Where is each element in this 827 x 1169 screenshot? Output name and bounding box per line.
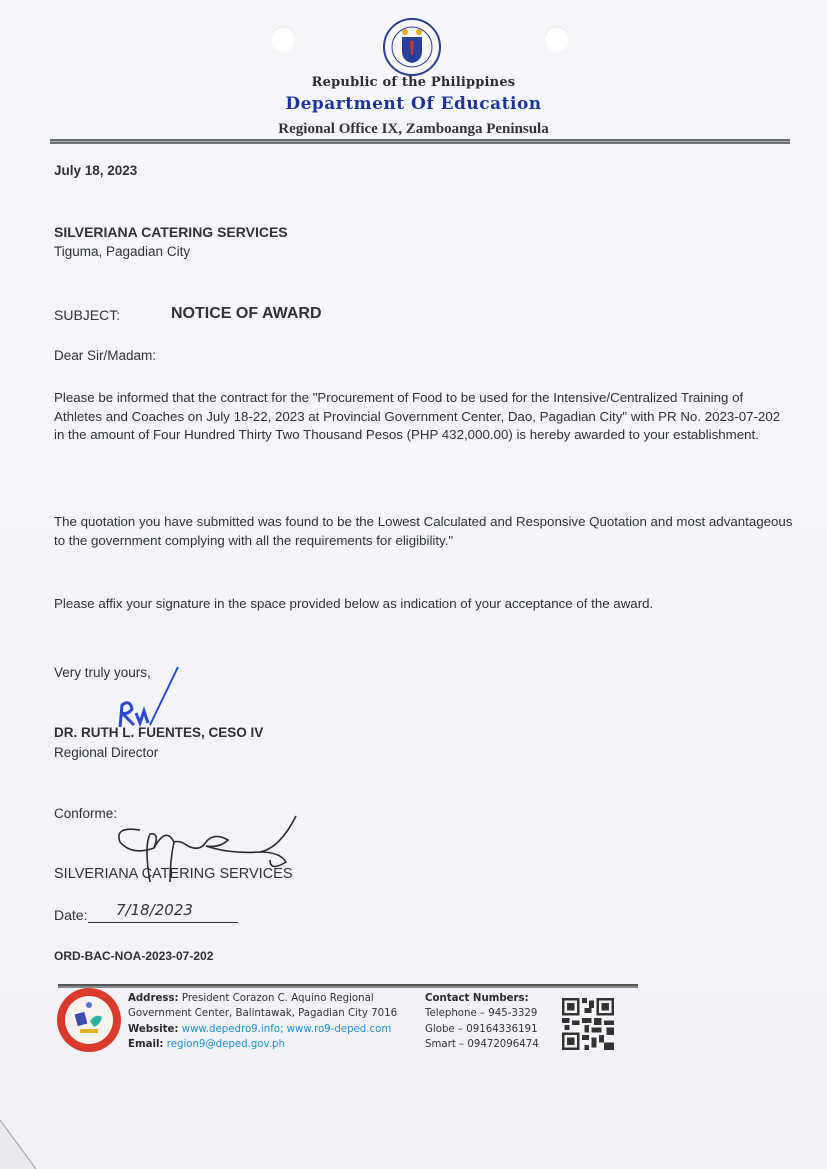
recipient-address: Tiguma, Pagadian City [54, 244, 191, 259]
date-label: Date: [54, 907, 88, 923]
recipient-name: SILVERIANA CATERING SERVICES [54, 224, 288, 240]
reference-number: ORD-BAC-NOA-2023-07-202 [54, 949, 214, 963]
closing: Very truly yours, [54, 665, 151, 680]
letter-date: July 18, 2023 [54, 163, 138, 178]
email-link[interactable]: region9@deped.gov.ph [166, 1038, 285, 1050]
telephone-number: Telephone – 945-3329 [425, 1008, 538, 1020]
footer-address [128, 991, 397, 1052]
salutation: Dear Sir/Madam: [54, 348, 157, 363]
body-paragraph-award: Please be informed that the contract for the "Procurement of Food to be used for the Intensive/Centralized Training of Athletes and Coaches on July 18-22, 2023 at Provincial Government Center, Dao, Pagadian City" with PR No. 2023-07-202 in the amount of Four Hundred Thirty Two Thousand Pesos (PHP 432,000.00) is hereby awarded to your establishment. [54, 390, 781, 442]
regional-office-heading: Regional Office IX, Zamboanga Peninsula [278, 121, 549, 137]
website-link[interactable]: www.depedro9.info; www.ro9-deped.com [181, 1023, 392, 1035]
conforme-label: Conforme: [54, 806, 118, 821]
address-line2: Government Center, Balintawak, Pagadian City 7016 [128, 1008, 398, 1020]
date-line [88, 922, 238, 923]
republic-heading: Republic of the Philippines [311, 75, 516, 90]
email-label: Email: [128, 1038, 164, 1050]
punch-hole [544, 26, 570, 52]
director-signature [112, 665, 182, 730]
qr-code-icon [562, 998, 614, 1050]
globe-number: Globe – 09164336191 [425, 1023, 538, 1035]
region-logo-icon [56, 987, 122, 1053]
body-paragraph-quotation: The quotation you have submitted was found to be the Lowest Calculated and Responsive Quotation and most advantageous to the government complying with all the requirements for eligibility." [54, 514, 793, 548]
footer-divider [58, 984, 638, 988]
subject-text: NOTICE OF AWARD [171, 305, 322, 322]
punch-hole [270, 26, 296, 52]
date-handwritten: 7/18/2023 [116, 901, 193, 919]
address-line1: President Corazon C. Aquino Regional [181, 993, 374, 1004]
smart-number: Smart – 09472096474 [425, 1038, 539, 1050]
subject-label: SUBJECT: [54, 307, 121, 323]
page-corner-fold [0, 1120, 40, 1169]
signatory-name: DR. RUTH L. FUENTES, CESO IV [54, 725, 264, 740]
department-heading: Department Of Education [285, 94, 542, 114]
signatory-title: Regional Director [54, 745, 159, 760]
deped-seal-icon [382, 17, 442, 77]
footer-contacts [425, 991, 539, 1052]
conforme-name: SILVERIANA CATERING SERVICES [54, 866, 293, 882]
contact-label: Contact Numbers: [425, 993, 529, 1004]
header-divider [50, 139, 790, 144]
body-paragraph-signature-request: Please affix your signature in the space provided below as indication of your acceptance of the award. [54, 596, 654, 611]
website-label: Website: [128, 1023, 179, 1035]
address-label: Address: [128, 993, 179, 1004]
